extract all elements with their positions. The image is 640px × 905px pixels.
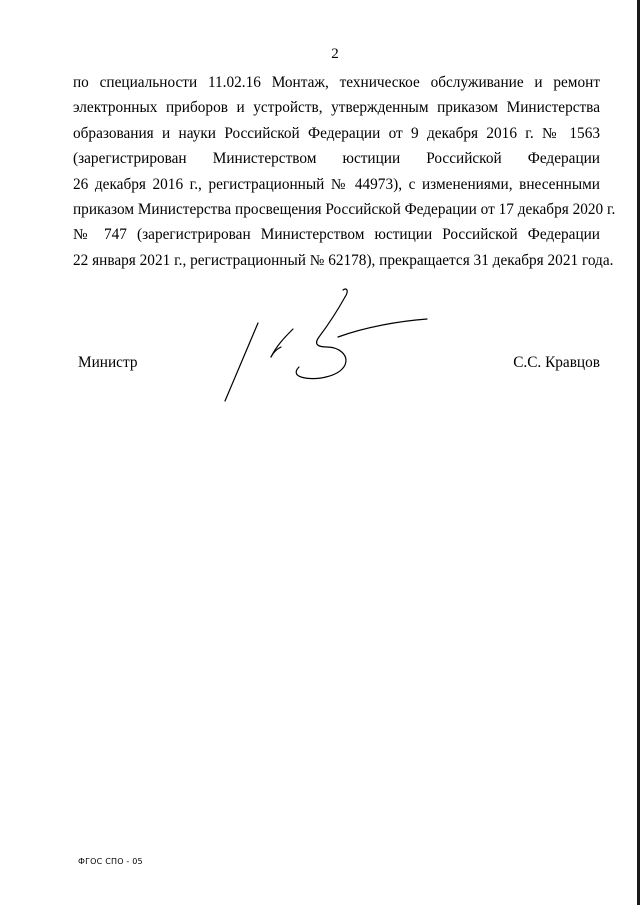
body-line: электронных приборов и устройств, утвержденным приказом Министерства <box>73 99 600 117</box>
body-line: № 747 (зарегистрирован Министерством юстиции Российской Федерации <box>73 226 600 244</box>
signatory-name: С.С. Кравцов <box>513 354 600 371</box>
body-line: 26 декабря 2016 г., регистрационный № 44973), с изменениями, внесенными <box>73 175 600 193</box>
handwritten-signature <box>215 285 435 405</box>
body-line: образования и науки Российской Федерации от 9 декабря 2016 г. № 1563 <box>73 124 600 142</box>
body-line: 22 января 2021 г., регистрационный № 62178), прекращается 31 декабря 2021 года. <box>73 251 614 269</box>
page-number: 2 <box>331 46 339 62</box>
form-code: ФГОС СПО - 05 <box>78 857 143 866</box>
signatory-position: Министр <box>78 354 138 371</box>
body-line: по специальности 11.02.16 Монтаж, техническое обслуживание и ремонт <box>73 74 600 91</box>
document-body <box>73 70 616 273</box>
body-line: (зарегистрирован Министерством юстиции Российской Федерации <box>73 150 600 168</box>
body-line: приказом Министерства просвещения Российской Федерации от 17 декабря 2020 г. <box>73 200 616 218</box>
